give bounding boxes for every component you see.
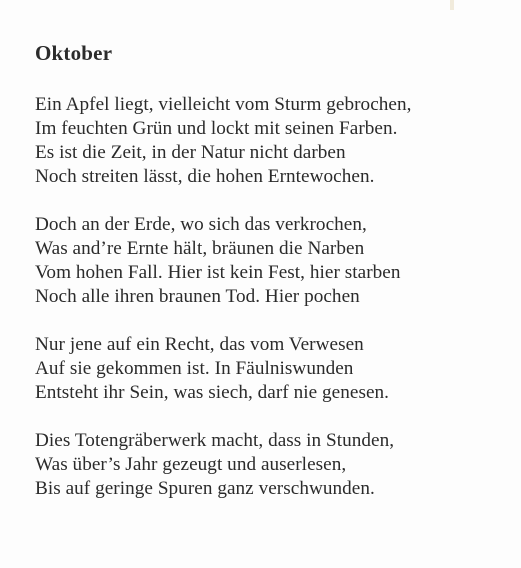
poem-line: Bis auf geringe Spuren ganz verschwunden. — [35, 478, 375, 499]
stanza-2 — [35, 213, 505, 309]
stanza-3 — [35, 333, 505, 405]
stanza-1 — [35, 93, 505, 189]
poem-title: Oktober — [35, 41, 113, 65]
poem-line: Entsteht ihr Sein, was siech, darf nie genesen. — [35, 382, 390, 403]
poem-line: Was and’re Ernte hält, bräunen die Narben — [35, 238, 365, 259]
poem-line: Auf sie gekommen ist. In Fäulniswunden — [35, 358, 354, 379]
poem-line: Was über’s Jahr gezeugt und auserlesen, — [35, 454, 347, 475]
poem-line: Ein Apfel liegt, vielleicht vom Sturm gebrochen, — [35, 94, 412, 115]
poem-line: Nur jene auf ein Recht, das vom Verwesen — [35, 334, 364, 355]
poem-line: Noch streiten lässt, die hohen Erntewochen. — [35, 166, 375, 187]
poem-line: Im feuchten Grün und lockt mit seinen Farben. — [35, 118, 398, 139]
stanza-4 — [35, 429, 505, 501]
poem-line: Vom hohen Fall. Hier ist kein Fest, hier starben — [35, 262, 401, 283]
poem-line: Noch alle ihren braunen Tod. Hier pochen — [35, 286, 360, 307]
poem-line: Es ist die Zeit, in der Natur nicht darben — [35, 142, 346, 163]
poem-line: Dies Totengräberwerk macht, dass in Stunden, — [35, 430, 395, 451]
paper-smudge — [450, 0, 454, 10]
poem-line: Doch an der Erde, wo sich das verkrochen, — [35, 214, 367, 235]
poem-body — [35, 93, 505, 525]
